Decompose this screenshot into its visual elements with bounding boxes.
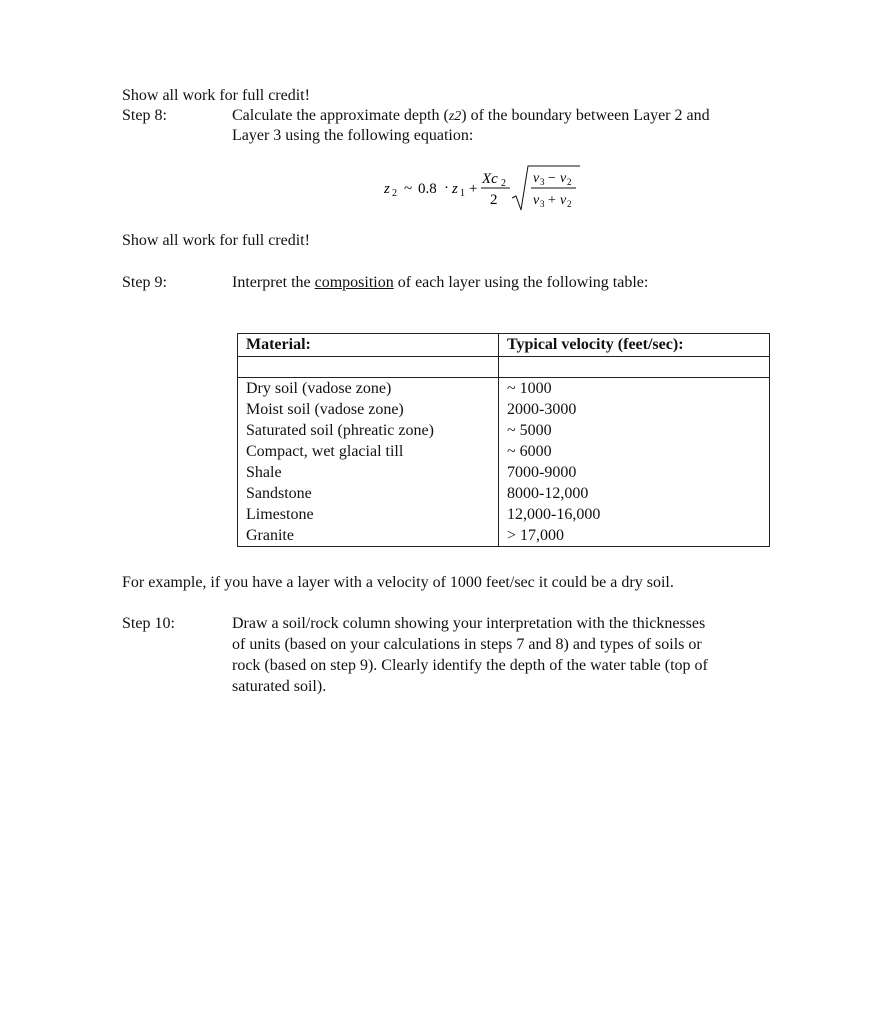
blank-cell (238, 357, 499, 378)
step10-line3: rock (based on step 9). Clearly identify the depth of the water table (top of (232, 657, 708, 674)
velocity-cell: ~ 6000 (499, 441, 770, 462)
eq-num-sub: 2 (501, 178, 506, 189)
composition-term: composition (314, 274, 394, 291)
step9-text (232, 273, 648, 293)
eq-num: Xc (482, 171, 498, 187)
eq-approx: ~ (404, 181, 413, 197)
table-row (238, 462, 770, 483)
step10-line1: Draw a soil/rock column showing your interpretation with the thicknesses (232, 615, 706, 632)
material-cell: Compact, wet glacial till (238, 441, 499, 462)
eq-lhs-sub: 2 (392, 188, 397, 199)
material-cell: Limestone (238, 504, 499, 525)
velocity-cell: > 17,000 (499, 525, 770, 547)
table-row (238, 420, 770, 441)
velocity-cell: 12,000-16,000 (499, 504, 770, 525)
velocity-cell: 7000-9000 (499, 462, 770, 483)
eq-v3-bottom: v (533, 193, 540, 208)
eq-v3-top-sub: 3 (540, 177, 545, 187)
step8-depth-var: z2 (448, 109, 462, 124)
step8-line2: Layer 3 using the following equation: (232, 127, 474, 144)
material-cell: Granite (238, 525, 499, 547)
eq-v2-top-sub: 2 (567, 177, 572, 187)
step9-post: of each layer using the following table: (393, 274, 649, 291)
material-cell: Dry soil (vadose zone) (238, 378, 499, 400)
velocity-cell: 2000-3000 (499, 399, 770, 420)
header-material: Material: (238, 334, 499, 357)
table-row (238, 399, 770, 420)
eq-dot-1: · (444, 180, 449, 196)
eq-v3-top: v (533, 171, 540, 186)
step8-label: Step 8: (122, 107, 167, 124)
header-velocity: Typical velocity (feet/sec): (499, 334, 770, 357)
eq-plus-1: + (469, 181, 478, 197)
table-row (238, 504, 770, 525)
material-cell: Saturated soil (phreatic zone) (238, 420, 499, 441)
step10-line4: saturated soil). (232, 678, 327, 695)
velocity-cell: ~ 1000 (499, 378, 770, 400)
material-cell: Sandstone (238, 483, 499, 504)
table-blank-row (238, 357, 770, 378)
eq-v2-bottom: v (560, 193, 567, 208)
step8-line1 (232, 106, 710, 127)
eq-plus-2: + (548, 193, 556, 208)
step10-label: Step 10: (122, 615, 175, 632)
velocity-table (237, 333, 770, 547)
eq-minus: − (548, 171, 556, 186)
velocity-cell: ~ 5000 (499, 420, 770, 441)
eq-v3-bottom-sub: 3 (540, 199, 545, 209)
step10-line2: of units (based on your calculations in steps 7 and 8) and types of soils or (232, 636, 702, 653)
table-row (238, 378, 770, 400)
velocity-cell: 8000-12,000 (499, 483, 770, 504)
blank-cell (499, 357, 770, 378)
table-row (238, 525, 770, 547)
example-text: For example, if you have a layer with a velocity of 1000 feet/sec it could be a dry soil. (122, 574, 674, 591)
eq-z1-sub: 1 (460, 188, 465, 199)
depth-equation (378, 162, 618, 220)
material-cell: Shale (238, 462, 499, 483)
eq-z1: z (452, 181, 458, 197)
table-header-row (238, 334, 770, 357)
mid-note: Show all work for full credit! (122, 232, 310, 249)
table-row (238, 483, 770, 504)
eq-v2-bottom-sub: 2 (567, 199, 572, 209)
eq-lhs: z (384, 181, 390, 197)
step8-line1-post: ) of the boundary between Layer 2 and (461, 107, 710, 124)
eq-v2-top: v (560, 171, 567, 186)
material-cell: Moist soil (vadose zone) (238, 399, 499, 420)
step9-label: Step 9: (122, 274, 167, 291)
eq-den: 2 (490, 192, 498, 208)
top-note: Show all work for full credit! (122, 87, 310, 104)
step9-pre: Interpret the (232, 274, 315, 291)
step8-line1-pre: Calculate the approximate depth ( (232, 107, 449, 124)
eq-coef: 0.8 (418, 181, 437, 197)
table-row (238, 441, 770, 462)
